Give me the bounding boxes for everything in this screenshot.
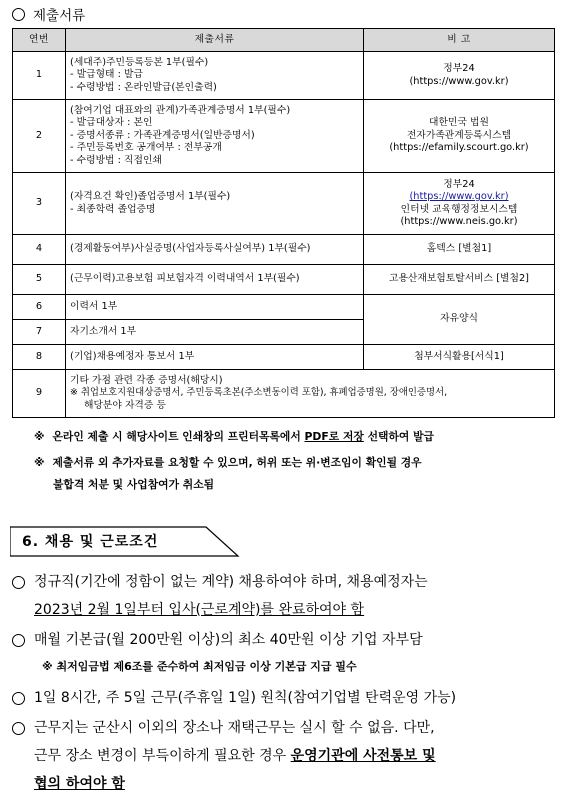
row-number: 9 — [13, 370, 66, 418]
doc-line: - 증명서종류 : 가족관계증명서(일반증명서) — [70, 129, 255, 141]
doc-line: (세대주)주민등록등본 1부(필수) — [70, 56, 209, 68]
doc-line: - 발급대상자 : 본인 — [70, 117, 153, 129]
row-documents — [66, 173, 364, 235]
row-remarks — [364, 295, 555, 345]
doc-line: - 주민등록번호 공개여부 : 전부공개 — [70, 142, 222, 154]
row-documents — [66, 345, 364, 370]
bullet-work-hours — [12, 684, 562, 712]
section-6-header — [10, 526, 238, 556]
section-header — [12, 4, 85, 24]
row-remarks — [364, 52, 555, 100]
doc-line: (참여기업 대표와의 관계)가족관계증명서 1부(필수) — [70, 104, 291, 116]
doc-line: 이력서 1부 — [70, 300, 118, 312]
remark-line: 자유양식 — [440, 313, 478, 325]
col-header-number: 연번 — [13, 29, 66, 52]
row-number: 1 — [13, 52, 66, 100]
remark-link[interactable]: (https://www.neis.go.kr) — [400, 216, 518, 227]
remark-line: 정부24 — [443, 178, 475, 190]
circle-bullet-icon — [12, 692, 25, 705]
footnote-additional — [34, 452, 422, 474]
remark-line: 고용산재보험토탈서비스 [별첨2] — [388, 273, 530, 285]
row-number: 6 — [13, 295, 66, 320]
row-documents — [66, 100, 364, 173]
remark-line: 홈텍스 [별첨1] — [426, 243, 492, 255]
row-number: 8 — [13, 345, 66, 370]
doc-line: (근무이력)고용보험 피보험자격 이력내역서 1부(필수) — [70, 273, 300, 285]
row-number: 7 — [13, 320, 66, 345]
footnote-text: 제출서류 외 추가자료를 요청할 수 있으며, 허위 또는 위·변조임이 확인될 경우 — [52, 456, 422, 469]
remark-line: 대한민국 법원 — [429, 117, 489, 129]
footnote-text: 불합격 처분 및 사업참여가 취소됨 — [53, 478, 215, 491]
footnote-text: 선택하여 발급 — [363, 430, 434, 443]
bullet-text-emphasis: 운영기관에 사전통보 및 — [290, 748, 436, 764]
row-remarks — [364, 173, 555, 235]
table-row — [13, 100, 555, 173]
doc-line: - 발급형태 : 발급 — [70, 69, 143, 81]
row-remarks — [364, 345, 555, 370]
row-documents — [66, 370, 555, 418]
minimum-wage-note: ※ 최저임금법 제6조를 준수하여 최저임금 이상 기본급 지급 필수 — [42, 660, 357, 673]
footnote-emphasis: PDF로 저장 — [304, 430, 364, 443]
bullet-text: 정규직(기간에 정함이 없는 계약) 채용하여야 하며, 채용예정자는 — [34, 574, 428, 590]
bullet-text-underlined: 2023년 2월 1일부터 입사(근로계약)를 완료하여야 함 — [34, 602, 365, 618]
doc-line: 해당분야 자격증 등 — [84, 399, 166, 411]
doc-line: (기업)채용예정자 통보서 1부 — [70, 350, 195, 362]
row-remarks — [364, 100, 555, 173]
doc-line: - 수령방법 : 온라인발급(본인출력) — [70, 81, 217, 93]
bullet-base-salary — [12, 626, 562, 654]
table-row — [13, 235, 555, 265]
table-row — [13, 265, 555, 295]
row-remarks — [364, 235, 555, 265]
row-documents — [66, 265, 364, 295]
circle-bullet-icon — [12, 634, 25, 647]
footnote-pdf — [34, 426, 434, 448]
bullet-text-emphasis: 협의 하여야 함 — [34, 776, 125, 792]
footnote-text: 온라인 제출 시 해당사이트 인쇄창의 프린터목록에서 — [52, 430, 305, 443]
remark-line: 첨부서식활용[서식1] — [414, 350, 504, 362]
bullet-text: 근무 장소 변경이 부득이하게 필요한 경우 — [34, 748, 291, 764]
row-documents — [66, 295, 364, 320]
row-number: 2 — [13, 100, 66, 173]
row-documents — [66, 320, 364, 345]
table-row — [13, 370, 555, 418]
remark-line: 전자가족관계등록시스템 — [406, 129, 512, 141]
doc-line: - 최종학력 졸업증명 — [70, 203, 156, 215]
table-row — [13, 52, 555, 100]
table-row — [13, 345, 555, 370]
col-header-remarks: 비 고 — [364, 29, 555, 52]
remark-link[interactable]: (https://www.gov.kr) — [409, 75, 509, 87]
table-row — [13, 173, 555, 235]
doc-line: 기타 가점 관련 각종 증명서(해당시) — [70, 374, 223, 386]
remark-link[interactable]: (https://efamily.scourt.go.kr) — [389, 142, 529, 154]
remark-line: 인터넷 교육행정정보시스템 — [400, 203, 518, 215]
bullet-text: 근무지는 군산시 이외의 장소나 재택근무는 실시 할 수 없음. 다만, — [34, 720, 435, 736]
col-header-documents: 제출서류 — [66, 29, 364, 52]
row-documents — [66, 235, 364, 265]
reference-mark-icon: ※ — [34, 456, 45, 469]
bullet-workplace — [12, 714, 562, 798]
row-documents — [66, 52, 364, 100]
reference-mark-icon: ※ — [34, 430, 45, 443]
circle-bullet-icon — [12, 8, 25, 21]
row-number: 4 — [13, 235, 66, 265]
bullet-text: 매월 기본급(월 200만원 이상)의 최소 40만원 이상 기업 자부담 — [34, 632, 423, 648]
row-number: 5 — [13, 265, 66, 295]
section-6-title: 6. 채용 및 근로조건 — [22, 534, 159, 550]
circle-bullet-icon — [12, 576, 25, 589]
table-header-row — [13, 29, 555, 52]
remark-line: 정부24 — [443, 63, 475, 74]
bullet-regular-employment — [12, 568, 562, 624]
row-remarks — [364, 265, 555, 295]
doc-line: ※ 취업보호지원대상증명서, 주민등록초본(주소변동이력 포함), 휴폐업증명원, 장애인증명서, — [70, 387, 448, 399]
doc-line: - 수령방법 : 직접인쇄 — [70, 154, 162, 166]
documents-table — [12, 28, 555, 418]
section-title: 제출서류 — [33, 8, 86, 24]
doc-line: (경제활동여부)사실증명(사업자등록사실여부) 1부(필수) — [70, 243, 311, 255]
bullet-text: 1일 8시간, 주 5일 근무(주휴일 1일) 원칙(참여기업별 탄력운영 가능) — [34, 690, 457, 706]
remark-link[interactable]: (https://www.gov.kr) — [409, 191, 509, 202]
doc-line: 자기소개서 1부 — [70, 325, 137, 337]
footnote-additional-cont — [53, 474, 214, 496]
table-row — [13, 295, 555, 320]
row-number: 3 — [13, 173, 66, 235]
doc-line: (자격요건 확인)졸업증명서 1부(필수) — [70, 191, 231, 202]
circle-bullet-icon — [12, 722, 25, 735]
